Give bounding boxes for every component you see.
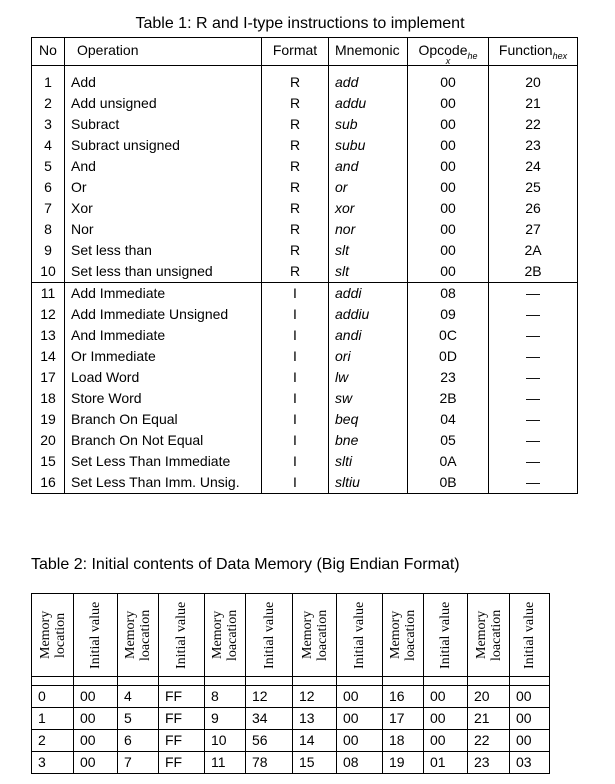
- row-format: R: [262, 114, 329, 135]
- row-operation: Add Immediate: [65, 283, 262, 305]
- row-mnemonic: slt: [329, 261, 408, 283]
- spacer-cell: [383, 677, 424, 686]
- row-opcode: 00: [408, 114, 489, 135]
- row-function: —: [489, 472, 578, 494]
- row-operation: Set less than unsigned: [65, 261, 262, 283]
- table-row: [32, 156, 578, 177]
- row-operation: Or: [65, 177, 262, 198]
- header-label: Memory location: [37, 610, 68, 660]
- table-row: [32, 752, 550, 774]
- memory-location-cell: 3: [32, 752, 74, 774]
- row-function: —: [489, 388, 578, 409]
- row-function: —: [489, 409, 578, 430]
- memory-location-cell: 6: [118, 730, 159, 752]
- header-mnemonic: Mnemonic: [329, 38, 408, 66]
- header-function-sub: hex: [552, 50, 568, 61]
- initial-value-cell: FF: [159, 686, 205, 708]
- row-function: 24: [489, 156, 578, 177]
- header-memory-location: [293, 594, 337, 677]
- header-initial-value: [424, 594, 468, 677]
- row-opcode: 00: [408, 198, 489, 219]
- memory-location-cell: 13: [293, 708, 337, 730]
- row-format: I: [262, 367, 329, 388]
- initial-value-cell: 00: [424, 708, 468, 730]
- table-row: [32, 409, 578, 430]
- row-format: I: [262, 325, 329, 346]
- row-opcode: 0D: [408, 346, 489, 367]
- table-row: [32, 325, 578, 346]
- header-label: Memory loacation: [473, 609, 504, 661]
- table-row: [32, 730, 550, 752]
- memory-location-cell: 15: [293, 752, 337, 774]
- memory-location-cell: 22: [468, 730, 510, 752]
- memory-location-cell: 5: [118, 708, 159, 730]
- header-label: Initial value: [522, 601, 537, 669]
- table-row: [32, 451, 578, 472]
- row-mnemonic: addi: [329, 283, 408, 305]
- row-mnemonic: slti: [329, 451, 408, 472]
- row-no: 10: [32, 261, 65, 283]
- memory-location-cell: 12: [293, 686, 337, 708]
- spacer-cell: [337, 677, 383, 686]
- row-function: 2B: [489, 261, 578, 283]
- table-row: [32, 177, 578, 198]
- row-operation: Add Immediate Unsigned: [65, 304, 262, 325]
- header-label: Initial value: [174, 601, 189, 669]
- initial-value-cell: 00: [74, 730, 118, 752]
- row-format: I: [262, 346, 329, 367]
- row-format: R: [262, 156, 329, 177]
- table-row: [32, 114, 578, 135]
- memory-location-cell: 8: [205, 686, 246, 708]
- header-initial-value: [74, 594, 118, 677]
- row-no: 3: [32, 114, 65, 135]
- header-memory-location: [118, 594, 159, 677]
- row-opcode: 00: [408, 240, 489, 261]
- row-mnemonic: addu: [329, 93, 408, 114]
- memory-location-cell: 11: [205, 752, 246, 774]
- memory-location-cell: 1: [32, 708, 74, 730]
- header-label: Initial value: [88, 601, 103, 669]
- header-initial-value: [510, 594, 550, 677]
- row-format: R: [262, 135, 329, 156]
- row-no: 15: [32, 451, 65, 472]
- row-format: I: [262, 472, 329, 494]
- header-label: Memory loacation: [210, 609, 240, 661]
- row-mnemonic: nor: [329, 219, 408, 240]
- row-opcode: 09: [408, 304, 489, 325]
- row-format: I: [262, 409, 329, 430]
- header-operation-label: Operation: [77, 42, 139, 58]
- row-format: R: [262, 66, 329, 94]
- row-operation: Add unsigned: [65, 93, 262, 114]
- spacer-cell: [159, 677, 205, 686]
- spacer-cell: [246, 677, 293, 686]
- row-no: 20: [32, 430, 65, 451]
- table-row: [32, 135, 578, 156]
- header-no: No: [32, 38, 65, 66]
- row-mnemonic: xor: [329, 198, 408, 219]
- row-operation: Xor: [65, 198, 262, 219]
- row-mnemonic: addiu: [329, 304, 408, 325]
- initial-value-cell: 12: [246, 686, 293, 708]
- header-opcode: [408, 38, 489, 66]
- row-operation: Store Word: [65, 388, 262, 409]
- memory-location-cell: 4: [118, 686, 159, 708]
- header-memory-location: [468, 594, 510, 677]
- header-label: Memory loacation: [123, 609, 153, 661]
- initial-value-cell: 00: [510, 708, 550, 730]
- row-no: 9: [32, 240, 65, 261]
- row-mnemonic: add: [329, 66, 408, 94]
- row-function: 23: [489, 135, 578, 156]
- memory-location-cell: 21: [468, 708, 510, 730]
- row-operation: Set Less Than Immediate: [65, 451, 262, 472]
- row-function: —: [489, 304, 578, 325]
- table-row: [32, 66, 578, 94]
- header-opcode-sub2: x: [445, 56, 451, 66]
- row-opcode: 0A: [408, 451, 489, 472]
- initial-value-cell: 00: [424, 686, 468, 708]
- table-row: [32, 472, 578, 494]
- table-row: [32, 686, 550, 708]
- row-no: 17: [32, 367, 65, 388]
- row-format: R: [262, 240, 329, 261]
- row-mnemonic: sw: [329, 388, 408, 409]
- initial-value-cell: FF: [159, 708, 205, 730]
- row-format: I: [262, 451, 329, 472]
- spacer-cell: [424, 677, 468, 686]
- row-mnemonic: bne: [329, 430, 408, 451]
- row-opcode: 00: [408, 135, 489, 156]
- row-operation: Branch On Not Equal: [65, 430, 262, 451]
- spacer-cell: [510, 677, 550, 686]
- initial-value-cell: 01: [424, 752, 468, 774]
- row-format: R: [262, 93, 329, 114]
- header-label: Memory loacation: [388, 609, 418, 661]
- memory-table-header: [32, 594, 550, 677]
- row-function: —: [489, 346, 578, 367]
- initial-value-cell: 56: [246, 730, 293, 752]
- table-row: [32, 304, 578, 325]
- row-function: 20: [489, 66, 578, 94]
- row-mnemonic: subu: [329, 135, 408, 156]
- row-no: 11: [32, 283, 65, 305]
- row-operation: Nor: [65, 219, 262, 240]
- initial-value-cell: 78: [246, 752, 293, 774]
- row-opcode: 00: [408, 93, 489, 114]
- row-operation: Subract unsigned: [65, 135, 262, 156]
- header-operation: [65, 38, 262, 66]
- row-mnemonic: andi: [329, 325, 408, 346]
- initial-value-cell: 00: [337, 708, 383, 730]
- header-memory-location: [205, 594, 246, 677]
- initial-value-cell: 00: [337, 686, 383, 708]
- row-format: R: [262, 261, 329, 283]
- header-function: [489, 38, 578, 66]
- row-opcode: 00: [408, 261, 489, 283]
- header-function-label: Function: [498, 42, 553, 58]
- row-no: 2: [32, 93, 65, 114]
- header-initial-value: [159, 594, 205, 677]
- row-operation: Set less than: [65, 240, 262, 261]
- memory-location-cell: 23: [468, 752, 510, 774]
- row-format: I: [262, 304, 329, 325]
- row-operation: Subract: [65, 114, 262, 135]
- row-format: R: [262, 219, 329, 240]
- table2-caption: Table 2: Initial contents of Data Memory (Big Endian Format): [31, 556, 460, 573]
- initial-value-cell: 03: [510, 752, 550, 774]
- table-row: [32, 388, 578, 409]
- spacer-cell: [205, 677, 246, 686]
- row-no: 12: [32, 304, 65, 325]
- row-no: 13: [32, 325, 65, 346]
- header-initial-value: [337, 594, 383, 677]
- spacer-cell: [468, 677, 510, 686]
- row-operation: Branch On Equal: [65, 409, 262, 430]
- initial-value-cell: FF: [159, 730, 205, 752]
- row-mnemonic: and: [329, 156, 408, 177]
- memory-location-cell: 19: [383, 752, 424, 774]
- initial-value-cell: 00: [510, 730, 550, 752]
- row-opcode: 08: [408, 283, 489, 305]
- row-function: —: [489, 451, 578, 472]
- table-row: [32, 708, 550, 730]
- header-opcode-label: Opcode: [418, 42, 468, 58]
- spacer-cell: [293, 677, 337, 686]
- memory-location-cell: 10: [205, 730, 246, 752]
- memory-location-cell: 17: [383, 708, 424, 730]
- spacer-cell: [32, 677, 74, 686]
- row-opcode: 00: [408, 66, 489, 94]
- row-no: 8: [32, 219, 65, 240]
- row-format: I: [262, 430, 329, 451]
- header-memory-location: [383, 594, 424, 677]
- memory-location-cell: 20: [468, 686, 510, 708]
- row-format: I: [262, 283, 329, 305]
- row-operation: Load Word: [65, 367, 262, 388]
- row-opcode: 00: [408, 177, 489, 198]
- initial-value-cell: 00: [510, 686, 550, 708]
- row-no: 16: [32, 472, 65, 494]
- row-opcode: 0C: [408, 325, 489, 346]
- row-function: —: [489, 367, 578, 388]
- row-no: 19: [32, 409, 65, 430]
- header-label: Memory loacation: [299, 609, 330, 661]
- row-function: —: [489, 430, 578, 451]
- row-function: 22: [489, 114, 578, 135]
- instruction-table-header: [32, 38, 578, 66]
- row-mnemonic: slt: [329, 240, 408, 261]
- row-function: 2A: [489, 240, 578, 261]
- table-row: [32, 198, 578, 219]
- memory-location-cell: 18: [383, 730, 424, 752]
- row-opcode: 2B: [408, 388, 489, 409]
- spacer-cell: [74, 677, 118, 686]
- table-row: [32, 219, 578, 240]
- header-label: Initial value: [261, 601, 277, 669]
- table1-caption: Table 1: R and I-type instructions to implement: [135, 15, 465, 32]
- row-function: 21: [489, 93, 578, 114]
- row-opcode: 23: [408, 367, 489, 388]
- row-opcode: 0B: [408, 472, 489, 494]
- memory-table-spacer: [32, 677, 550, 686]
- row-mnemonic: or: [329, 177, 408, 198]
- initial-value-cell: 00: [74, 752, 118, 774]
- initial-value-cell: 00: [337, 730, 383, 752]
- table-row: [32, 346, 578, 367]
- row-opcode: 05: [408, 430, 489, 451]
- row-operation: Or Immediate: [65, 346, 262, 367]
- row-function: 25: [489, 177, 578, 198]
- memory-location-cell: 2: [32, 730, 74, 752]
- row-mnemonic: beq: [329, 409, 408, 430]
- memory-location-cell: 7: [118, 752, 159, 774]
- row-mnemonic: lw: [329, 367, 408, 388]
- table-row: [32, 283, 578, 305]
- header-label: Initial value: [352, 601, 367, 669]
- row-no: 14: [32, 346, 65, 367]
- row-format: R: [262, 198, 329, 219]
- row-no: 7: [32, 198, 65, 219]
- row-mnemonic: sub: [329, 114, 408, 135]
- initial-value-cell: 00: [74, 686, 118, 708]
- header-opcode-sub: he: [467, 50, 478, 61]
- row-operation: Add: [65, 66, 262, 94]
- initial-value-cell: 00: [74, 708, 118, 730]
- table-row: [32, 261, 578, 283]
- row-no: 5: [32, 156, 65, 177]
- initial-value-cell: 08: [337, 752, 383, 774]
- table-row: [32, 93, 578, 114]
- table-row: [32, 430, 578, 451]
- table-row: [32, 367, 578, 388]
- header-label: Initial value: [438, 601, 453, 669]
- initial-value-cell: FF: [159, 752, 205, 774]
- row-no: 6: [32, 177, 65, 198]
- memory-location-cell: 9: [205, 708, 246, 730]
- header-memory-location: [32, 594, 74, 677]
- row-function: 26: [489, 198, 578, 219]
- row-function: —: [489, 283, 578, 305]
- row-opcode: 00: [408, 219, 489, 240]
- memory-location-cell: 16: [383, 686, 424, 708]
- row-operation: And Immediate: [65, 325, 262, 346]
- memory-location-cell: 0: [32, 686, 74, 708]
- spacer-cell: [118, 677, 159, 686]
- header-format: Format: [262, 38, 329, 66]
- row-operation: Set Less Than Imm. Unsig.: [65, 472, 262, 494]
- row-operation: And: [65, 156, 262, 177]
- row-no: 1: [32, 66, 65, 94]
- row-opcode: 00: [408, 156, 489, 177]
- row-format: I: [262, 388, 329, 409]
- instruction-table: [31, 37, 578, 494]
- row-function: —: [489, 325, 578, 346]
- row-function: 27: [489, 219, 578, 240]
- row-mnemonic: sltiu: [329, 472, 408, 494]
- row-format: R: [262, 177, 329, 198]
- row-no: 18: [32, 388, 65, 409]
- row-mnemonic: ori: [329, 346, 408, 367]
- memory-table: [31, 593, 550, 774]
- initial-value-cell: 34: [246, 708, 293, 730]
- row-no: 4: [32, 135, 65, 156]
- memory-location-cell: 14: [293, 730, 337, 752]
- row-opcode: 04: [408, 409, 489, 430]
- initial-value-cell: 00: [424, 730, 468, 752]
- table-row: [32, 240, 578, 261]
- header-initial-value: [246, 594, 293, 677]
